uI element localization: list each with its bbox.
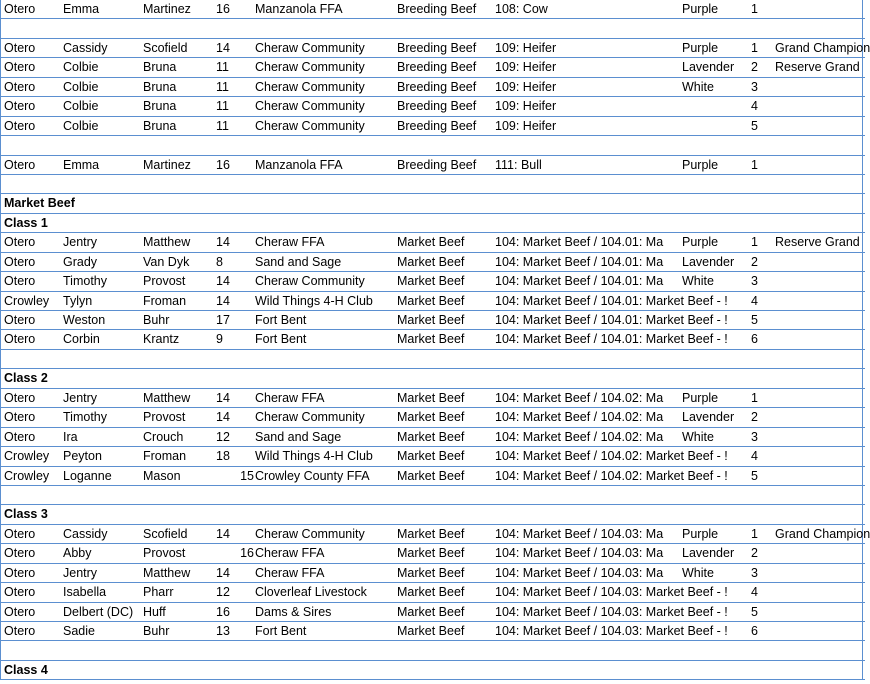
club-cell: Fort Bent xyxy=(255,332,307,347)
table-row xyxy=(0,622,865,641)
age-cell: 14 xyxy=(216,526,230,541)
ribbon-cell: White xyxy=(682,429,714,444)
club-cell: Cheraw Community xyxy=(255,118,365,133)
first-name-cell: Timothy xyxy=(63,274,107,289)
table-row xyxy=(0,117,865,136)
class-cell: 104: Market Beef / 104.03: Ma xyxy=(495,546,664,561)
department-cell: Market Beef xyxy=(397,390,465,405)
department-cell: Market Beef xyxy=(397,468,465,483)
first-name-cell: Cassidy xyxy=(63,526,108,541)
section-header-row xyxy=(0,661,865,680)
last-name-cell: Bruna xyxy=(143,99,177,114)
last-name-cell: Huff xyxy=(143,604,166,619)
first-name-cell: Tylyn xyxy=(63,293,93,308)
department-cell: Market Beef xyxy=(397,604,465,619)
section-heading: Market Beef xyxy=(4,196,75,211)
last-name-cell: Bruna xyxy=(143,60,177,75)
age-cell: 14 xyxy=(216,390,230,405)
table-row xyxy=(0,233,865,252)
department-cell: Breeding Beef xyxy=(397,40,477,55)
first-name-cell: Jentry xyxy=(63,390,98,405)
age-cell: 12 xyxy=(216,429,230,444)
county-cell: Otero xyxy=(4,390,36,405)
last-name-cell: Matthew xyxy=(143,235,191,250)
club-cell: Cheraw Community xyxy=(255,526,365,541)
department-cell: Market Beef xyxy=(397,449,465,464)
class-cell: 109: Heifer xyxy=(495,79,557,94)
age-cell: 14 xyxy=(216,565,230,580)
class-cell: 104: Market Beef / 104.01: Market Beef - ! xyxy=(495,332,728,347)
department-cell: Market Beef xyxy=(397,313,465,327)
table-row xyxy=(0,330,865,349)
first-name-cell: Ira xyxy=(63,429,78,444)
place-cell: 5 xyxy=(751,468,758,483)
place-cell: 4 xyxy=(751,99,758,114)
place-cell: 5 xyxy=(751,604,758,619)
club-cell: Sand and Sage xyxy=(255,254,342,269)
place-cell: 1 xyxy=(751,526,758,541)
county-cell: Otero xyxy=(4,624,36,638)
first-name-cell: Colbie xyxy=(63,60,99,75)
award-cell: Grand Champion xyxy=(775,526,870,541)
club-cell: Manzanola FFA xyxy=(255,2,343,16)
place-cell: 4 xyxy=(751,449,758,464)
age-cell: 11 xyxy=(216,118,229,133)
club-cell: Sand and Sage xyxy=(255,429,342,444)
table-row xyxy=(0,272,865,291)
first-name-cell: Emma xyxy=(63,2,100,16)
age-cell: 15 xyxy=(240,468,254,483)
county-cell: Otero xyxy=(4,118,36,133)
age-cell: 16 xyxy=(216,604,230,619)
age-cell: 11 xyxy=(216,60,229,75)
section-heading: Class 2 xyxy=(4,371,48,386)
county-cell: Otero xyxy=(4,79,36,94)
class-cell: 104: Market Beef / 104.03: Ma xyxy=(495,565,664,580)
section-header-row xyxy=(0,369,865,388)
department-cell: Market Beef xyxy=(397,293,465,308)
county-cell: Otero xyxy=(4,2,36,16)
ribbon-cell: Purple xyxy=(682,2,719,16)
place-cell: 5 xyxy=(751,313,758,327)
section-header-row xyxy=(0,194,865,213)
blank-row xyxy=(0,350,865,369)
place-cell: 1 xyxy=(751,2,758,16)
class-cell: 104: Market Beef / 104.01: Ma xyxy=(495,274,664,289)
table-row xyxy=(0,603,865,622)
first-name-cell: Grady xyxy=(63,254,98,269)
county-cell: Crowley xyxy=(4,293,50,308)
county-cell: Otero xyxy=(4,429,36,444)
first-name-cell: Jentry xyxy=(63,565,98,580)
county-cell: Otero xyxy=(4,40,36,55)
ribbon-cell: Purple xyxy=(682,526,719,541)
age-cell: 8 xyxy=(216,254,223,269)
club-cell: Cheraw FFA xyxy=(255,546,325,561)
last-name-cell: Froman xyxy=(143,293,187,308)
table-row xyxy=(0,428,865,447)
club-cell: Dams & Sires xyxy=(255,604,332,619)
first-name-cell: Sadie xyxy=(63,624,95,638)
class-cell: 104: Market Beef / 104.03: Market Beef - ! xyxy=(495,624,728,638)
ribbon-cell: Lavender xyxy=(682,254,735,269)
first-name-cell: Peyton xyxy=(63,449,102,464)
table-row xyxy=(0,583,865,602)
club-cell: Cheraw Community xyxy=(255,40,365,55)
department-cell: Market Beef xyxy=(397,526,465,541)
first-name-cell: Colbie xyxy=(63,118,99,133)
department-cell: Market Beef xyxy=(397,565,465,580)
table-row xyxy=(0,0,865,19)
county-cell: Crowley xyxy=(4,468,50,483)
first-name-cell: Colbie xyxy=(63,79,99,94)
table-row xyxy=(0,544,865,563)
department-cell: Breeding Beef xyxy=(397,99,477,114)
table-row xyxy=(0,292,865,311)
place-cell: 1 xyxy=(751,390,758,405)
age-cell: 9 xyxy=(216,332,223,347)
club-cell: Wild Things 4-H Club xyxy=(255,449,373,464)
table-row xyxy=(0,408,865,427)
place-cell: 3 xyxy=(751,79,758,94)
club-cell: Manzanola FFA xyxy=(255,157,343,172)
class-cell: 104: Market Beef / 104.03: Market Beef - ! xyxy=(495,604,728,619)
class-cell: 104: Market Beef / 104.02: Market Beef - ! xyxy=(495,468,728,483)
county-cell: Otero xyxy=(4,254,36,269)
county-cell: Otero xyxy=(4,332,36,347)
age-cell: 18 xyxy=(216,449,230,464)
first-name-cell: Weston xyxy=(63,313,106,327)
place-cell: 3 xyxy=(751,429,758,444)
county-cell: Otero xyxy=(4,99,36,114)
section-heading: Class 3 xyxy=(4,507,48,522)
last-name-cell: Van Dyk xyxy=(143,254,190,269)
class-cell: 104: Market Beef / 104.03: Market Beef - ! xyxy=(495,585,728,600)
class-cell: 109: Heifer xyxy=(495,60,557,75)
table-row xyxy=(0,311,865,330)
club-cell: Cheraw FFA xyxy=(255,235,325,250)
place-cell: 3 xyxy=(751,274,758,289)
blank-row xyxy=(0,175,865,194)
table-row xyxy=(0,525,870,544)
class-cell: 104: Market Beef / 104.02: Ma xyxy=(495,410,664,425)
ribbon-cell: Lavender xyxy=(682,410,735,425)
department-cell: Market Beef xyxy=(397,624,465,638)
club-cell: Cheraw FFA xyxy=(255,390,325,405)
last-name-cell: Martinez xyxy=(143,2,191,16)
first-name-cell: Loganne xyxy=(63,468,112,483)
place-cell: 2 xyxy=(751,546,758,561)
age-cell: 14 xyxy=(216,293,230,308)
table-row xyxy=(0,97,865,116)
county-cell: Otero xyxy=(4,585,36,600)
ribbon-cell: Lavender xyxy=(682,546,735,561)
table-row xyxy=(0,467,865,486)
department-cell: Breeding Beef xyxy=(397,2,477,16)
county-cell: Otero xyxy=(4,235,36,250)
first-name-cell: Cassidy xyxy=(63,40,108,55)
club-cell: Fort Bent xyxy=(255,624,307,638)
table-row xyxy=(0,39,870,58)
table-row xyxy=(0,156,865,175)
place-cell: 3 xyxy=(751,565,758,580)
award-cell: Reserve Grand xyxy=(775,60,860,75)
last-name-cell: Pharr xyxy=(143,585,174,600)
ribbon-cell: Purple xyxy=(682,40,719,55)
blank-row xyxy=(0,136,865,155)
section-header-row xyxy=(0,214,865,233)
club-cell: Wild Things 4-H Club xyxy=(255,293,373,308)
department-cell: Breeding Beef xyxy=(397,118,477,133)
first-name-cell: Jentry xyxy=(63,235,98,250)
age-cell: 14 xyxy=(216,235,230,250)
last-name-cell: Krantz xyxy=(143,332,180,347)
county-cell: Otero xyxy=(4,410,36,425)
class-cell: 104: Market Beef / 104.01: Market Beef - ! xyxy=(495,313,728,327)
class-cell: 109: Heifer xyxy=(495,118,557,133)
last-name-cell: Froman xyxy=(143,449,187,464)
last-name-cell: Bruna xyxy=(143,118,177,133)
county-cell: Otero xyxy=(4,60,36,75)
place-cell: 5 xyxy=(751,118,758,133)
section-heading: Class 1 xyxy=(4,215,48,230)
blank-row xyxy=(0,486,865,505)
table-row xyxy=(0,389,865,408)
age-cell: 16 xyxy=(216,157,230,172)
first-name-cell: Timothy xyxy=(63,410,107,425)
club-cell: Cheraw Community xyxy=(255,79,365,94)
last-name-cell: Provost xyxy=(143,410,186,425)
section-header-row xyxy=(0,505,865,524)
club-cell: Cheraw FFA xyxy=(255,565,325,580)
department-cell: Breeding Beef xyxy=(397,60,477,75)
class-cell: 104: Market Beef / 104.03: Ma xyxy=(495,526,664,541)
class-cell: 104: Market Beef / 104.01: Ma xyxy=(495,235,664,250)
county-cell: Otero xyxy=(4,157,36,172)
club-cell: Fort Bent xyxy=(255,313,307,327)
club-cell: Crowley County FFA xyxy=(255,468,370,483)
ribbon-cell: White xyxy=(682,565,714,580)
table-row xyxy=(0,253,865,272)
ribbon-cell: Purple xyxy=(682,235,719,250)
place-cell: 6 xyxy=(751,332,758,347)
club-cell: Cheraw Community xyxy=(255,60,365,75)
department-cell: Breeding Beef xyxy=(397,157,477,172)
first-name-cell: Isabella xyxy=(63,585,107,600)
class-cell: 109: Heifer xyxy=(495,40,557,55)
place-cell: 2 xyxy=(751,410,758,425)
department-cell: Market Beef xyxy=(397,546,465,561)
department-cell: Market Beef xyxy=(397,410,465,425)
club-cell: Cloverleaf Livestock xyxy=(255,585,367,600)
last-name-cell: Buhr xyxy=(143,624,170,638)
department-cell: Market Beef xyxy=(397,332,465,347)
place-cell: 1 xyxy=(751,40,758,55)
department-cell: Breeding Beef xyxy=(397,79,477,94)
table-row xyxy=(0,58,865,77)
age-cell: 12 xyxy=(216,585,230,600)
place-cell: 2 xyxy=(751,60,758,75)
place-cell: 4 xyxy=(751,293,758,308)
age-cell: 11 xyxy=(216,79,229,94)
county-cell: Otero xyxy=(4,313,36,327)
table-row xyxy=(0,447,865,466)
first-name-cell: Corbin xyxy=(63,332,100,347)
last-name-cell: Martinez xyxy=(143,157,191,172)
age-cell: 16 xyxy=(216,2,230,16)
class-cell: 108: Cow xyxy=(495,2,548,16)
ribbon-cell: Purple xyxy=(682,157,719,172)
department-cell: Market Beef xyxy=(397,429,465,444)
last-name-cell: Scofield xyxy=(143,40,188,55)
ribbon-cell: White xyxy=(682,79,714,94)
department-cell: Market Beef xyxy=(397,274,465,289)
place-cell: 1 xyxy=(751,235,758,250)
first-name-cell: Colbie xyxy=(63,99,99,114)
club-cell: Cheraw Community xyxy=(255,274,365,289)
last-name-cell: Scofield xyxy=(143,526,188,541)
county-cell: Otero xyxy=(4,546,36,561)
table-row xyxy=(0,78,865,97)
ribbon-cell: Purple xyxy=(682,390,719,405)
class-cell: 104: Market Beef / 104.02: Ma xyxy=(495,429,664,444)
first-name-cell: Emma xyxy=(63,157,100,172)
award-cell: Reserve Grand xyxy=(775,235,860,250)
ribbon-cell: White xyxy=(682,274,714,289)
last-name-cell: Provost xyxy=(143,546,186,561)
class-cell: 104: Market Beef / 104.01: Ma xyxy=(495,254,664,269)
county-cell: Otero xyxy=(4,274,36,289)
last-name-cell: Crouch xyxy=(143,429,184,444)
table-row xyxy=(0,564,865,583)
last-name-cell: Provost xyxy=(143,274,186,289)
last-name-cell: Bruna xyxy=(143,79,177,94)
last-name-cell: Mason xyxy=(143,468,181,483)
class-cell: 111: Bull xyxy=(495,157,542,172)
first-name-cell: Delbert (DC) xyxy=(63,604,134,619)
award-cell: Grand Champion xyxy=(775,40,870,55)
county-cell: Otero xyxy=(4,565,36,580)
class-cell: 104: Market Beef / 104.02: Market Beef - ! xyxy=(495,449,728,464)
blank-row xyxy=(0,19,865,38)
place-cell: 6 xyxy=(751,624,758,638)
last-name-cell: Matthew xyxy=(143,390,191,405)
club-cell: Cheraw Community xyxy=(255,99,365,114)
age-cell: 17 xyxy=(216,313,230,327)
last-name-cell: Matthew xyxy=(143,565,191,580)
place-cell: 2 xyxy=(751,254,758,269)
place-cell: 4 xyxy=(751,585,758,600)
department-cell: Market Beef xyxy=(397,235,465,250)
class-cell: 109: Heifer xyxy=(495,99,557,114)
age-cell: 11 xyxy=(216,99,229,114)
department-cell: Market Beef xyxy=(397,585,465,600)
section-heading: Class 4 xyxy=(4,662,48,677)
club-cell: Cheraw Community xyxy=(255,410,365,425)
department-cell: Market Beef xyxy=(397,254,465,269)
age-cell: 14 xyxy=(216,410,230,425)
class-cell: 104: Market Beef / 104.02: Ma xyxy=(495,390,664,405)
age-cell: 13 xyxy=(216,624,230,638)
age-cell: 14 xyxy=(216,274,230,289)
last-name-cell: Buhr xyxy=(143,313,170,327)
age-cell: 14 xyxy=(216,40,230,55)
place-cell: 1 xyxy=(751,157,758,172)
county-cell: Crowley xyxy=(4,449,50,464)
age-cell: 16 xyxy=(240,546,254,561)
blank-row xyxy=(0,641,865,660)
first-name-cell: Abby xyxy=(63,546,92,561)
ribbon-cell: Lavender xyxy=(682,60,735,75)
class-cell: 104: Market Beef / 104.01: Market Beef - ! xyxy=(495,293,728,308)
county-cell: Otero xyxy=(4,526,36,541)
county-cell: Otero xyxy=(4,604,36,619)
